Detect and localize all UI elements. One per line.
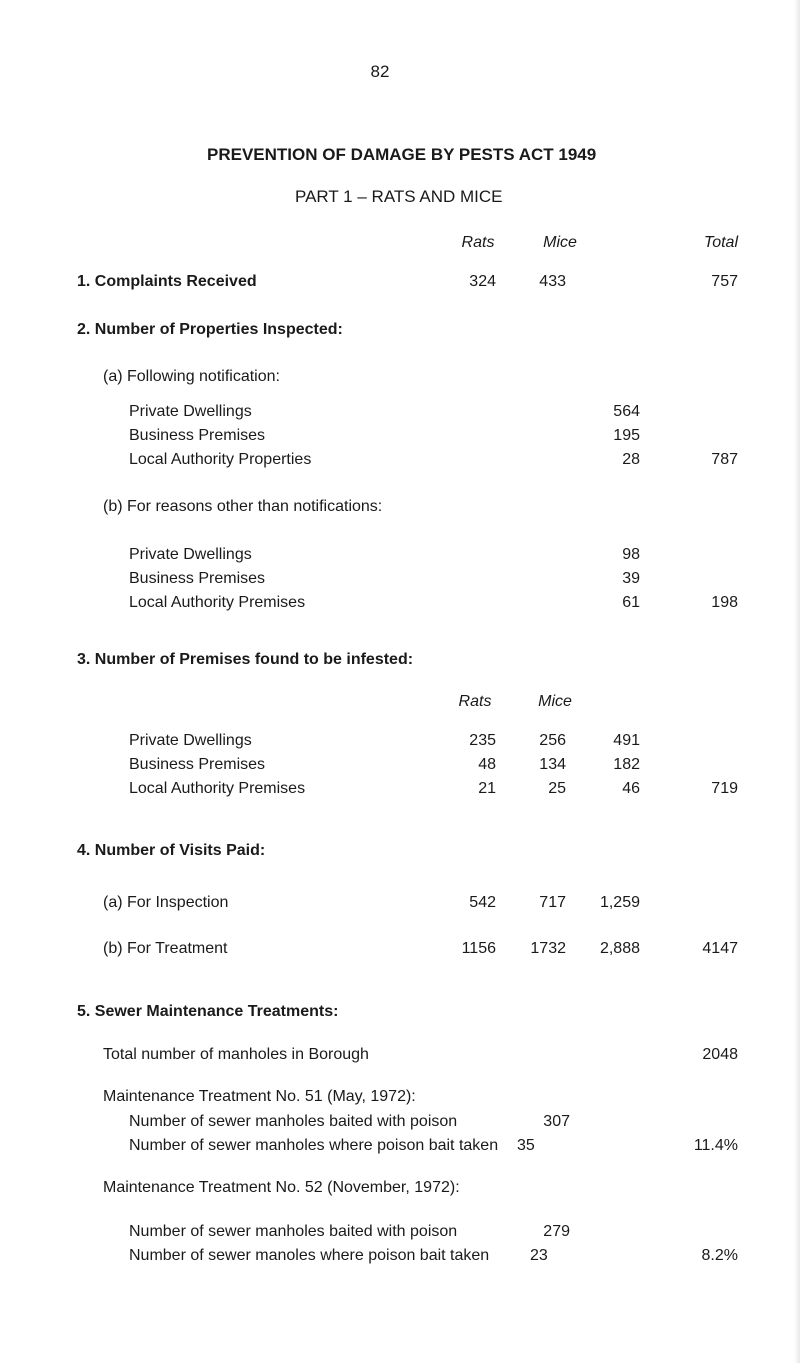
table-cell: 25	[548, 780, 566, 797]
table-cell: 235	[469, 732, 496, 749]
table-row-label: Business Premises	[129, 756, 266, 773]
t51-taken-value: 35	[517, 1137, 535, 1154]
treatment-sum: 2,888	[599, 940, 640, 957]
list-item-value: 28	[622, 451, 640, 468]
inspection-label: (a) For Inspection	[103, 894, 229, 911]
treatment-label: (b) For Treatment	[103, 940, 228, 957]
following-notification-label: (a) Following notification:	[103, 368, 280, 385]
table-cell: 21	[478, 780, 496, 797]
table-cell: 182	[613, 756, 640, 773]
table-cell: 46	[622, 780, 640, 797]
t52-baited-label: Number of sewer manholes baited with poison	[129, 1223, 458, 1240]
page-subtitle: PART 1 – RATS AND MICE	[295, 187, 503, 206]
treatment-rats: 1156	[461, 940, 496, 957]
t52-percentage: 8.2%	[701, 1247, 738, 1264]
table-row-label: Private Dwellings	[129, 732, 252, 749]
properties-inspected-label: 2. Number of Properties Inspected:	[77, 321, 343, 338]
visits-total: 4147	[702, 940, 738, 957]
t52-taken-label: Number of sewer manoles where poison bait taken	[129, 1247, 490, 1264]
list-item-value: 61	[622, 594, 640, 611]
complaints-label: 1. Complaints Received	[77, 273, 257, 290]
infested-header-mice: Mice	[538, 693, 572, 710]
t52-baited-value: 279	[543, 1223, 570, 1240]
treatment-52-label: Maintenance Treatment No. 52 (November, 1972):	[103, 1179, 460, 1196]
inspection-sum: 1,259	[599, 894, 640, 911]
complaints-mice: 433	[539, 273, 566, 290]
table-cell: 256	[539, 732, 566, 749]
list-item: Local Authority Properties	[129, 451, 312, 468]
table-cell: 134	[539, 756, 566, 773]
t51-taken-label: Number of sewer manholes where poison bait taken	[129, 1137, 499, 1154]
list-item-value: 39	[622, 570, 640, 587]
t51-baited-label: Number of sewer manholes baited with poison	[129, 1113, 458, 1130]
notification-total: 787	[711, 451, 738, 468]
page-edge-shadow	[794, 0, 800, 1363]
other-reasons-label: (b) For reasons other than notifications:	[103, 498, 383, 515]
other-reasons-total: 198	[711, 594, 738, 611]
inspection-mice: 717	[539, 894, 566, 911]
complaints-rats: 324	[469, 273, 496, 290]
header-total: Total	[703, 234, 738, 251]
table-row-label: Local Authority Premises	[129, 780, 306, 797]
t51-baited-value: 307	[543, 1113, 570, 1130]
visits-paid-label: 4. Number of Visits Paid:	[77, 842, 266, 859]
list-item: Local Authority Premises	[129, 594, 306, 611]
header-mice: Mice	[543, 234, 577, 251]
list-item: Business Premises	[129, 570, 266, 587]
t51-percentage: 11.4%	[693, 1137, 738, 1154]
list-item: Private Dwellings	[129, 403, 252, 420]
table-cell: 48	[478, 756, 496, 773]
treatment-mice: 1732	[530, 940, 566, 957]
list-item: Private Dwellings	[129, 546, 252, 563]
infested-header-rats: Rats	[458, 693, 492, 710]
list-item: Business Premises	[129, 427, 266, 444]
infested-total: 719	[711, 780, 738, 797]
manholes-total-value: 2048	[702, 1046, 738, 1063]
infested-premises-label: 3. Number of Premises found to be infested:	[77, 651, 414, 668]
list-item-value: 195	[613, 427, 640, 444]
page-number: 82	[370, 62, 390, 81]
page-title: PREVENTION OF DAMAGE BY PESTS ACT 1949	[207, 145, 597, 164]
manholes-total-label: Total number of manholes in Borough	[103, 1046, 369, 1063]
list-item-value: 98	[622, 546, 640, 563]
table-cell: 491	[613, 732, 640, 749]
sewer-treatments-label: 5. Sewer Maintenance Treatments:	[77, 1003, 339, 1020]
inspection-rats: 542	[469, 894, 496, 911]
header-rats: Rats	[461, 234, 495, 251]
t52-taken-value: 23	[530, 1247, 548, 1264]
treatment-51-label: Maintenance Treatment No. 51 (May, 1972):	[103, 1088, 416, 1105]
list-item-value: 564	[613, 403, 640, 420]
complaints-total: 757	[711, 273, 738, 290]
